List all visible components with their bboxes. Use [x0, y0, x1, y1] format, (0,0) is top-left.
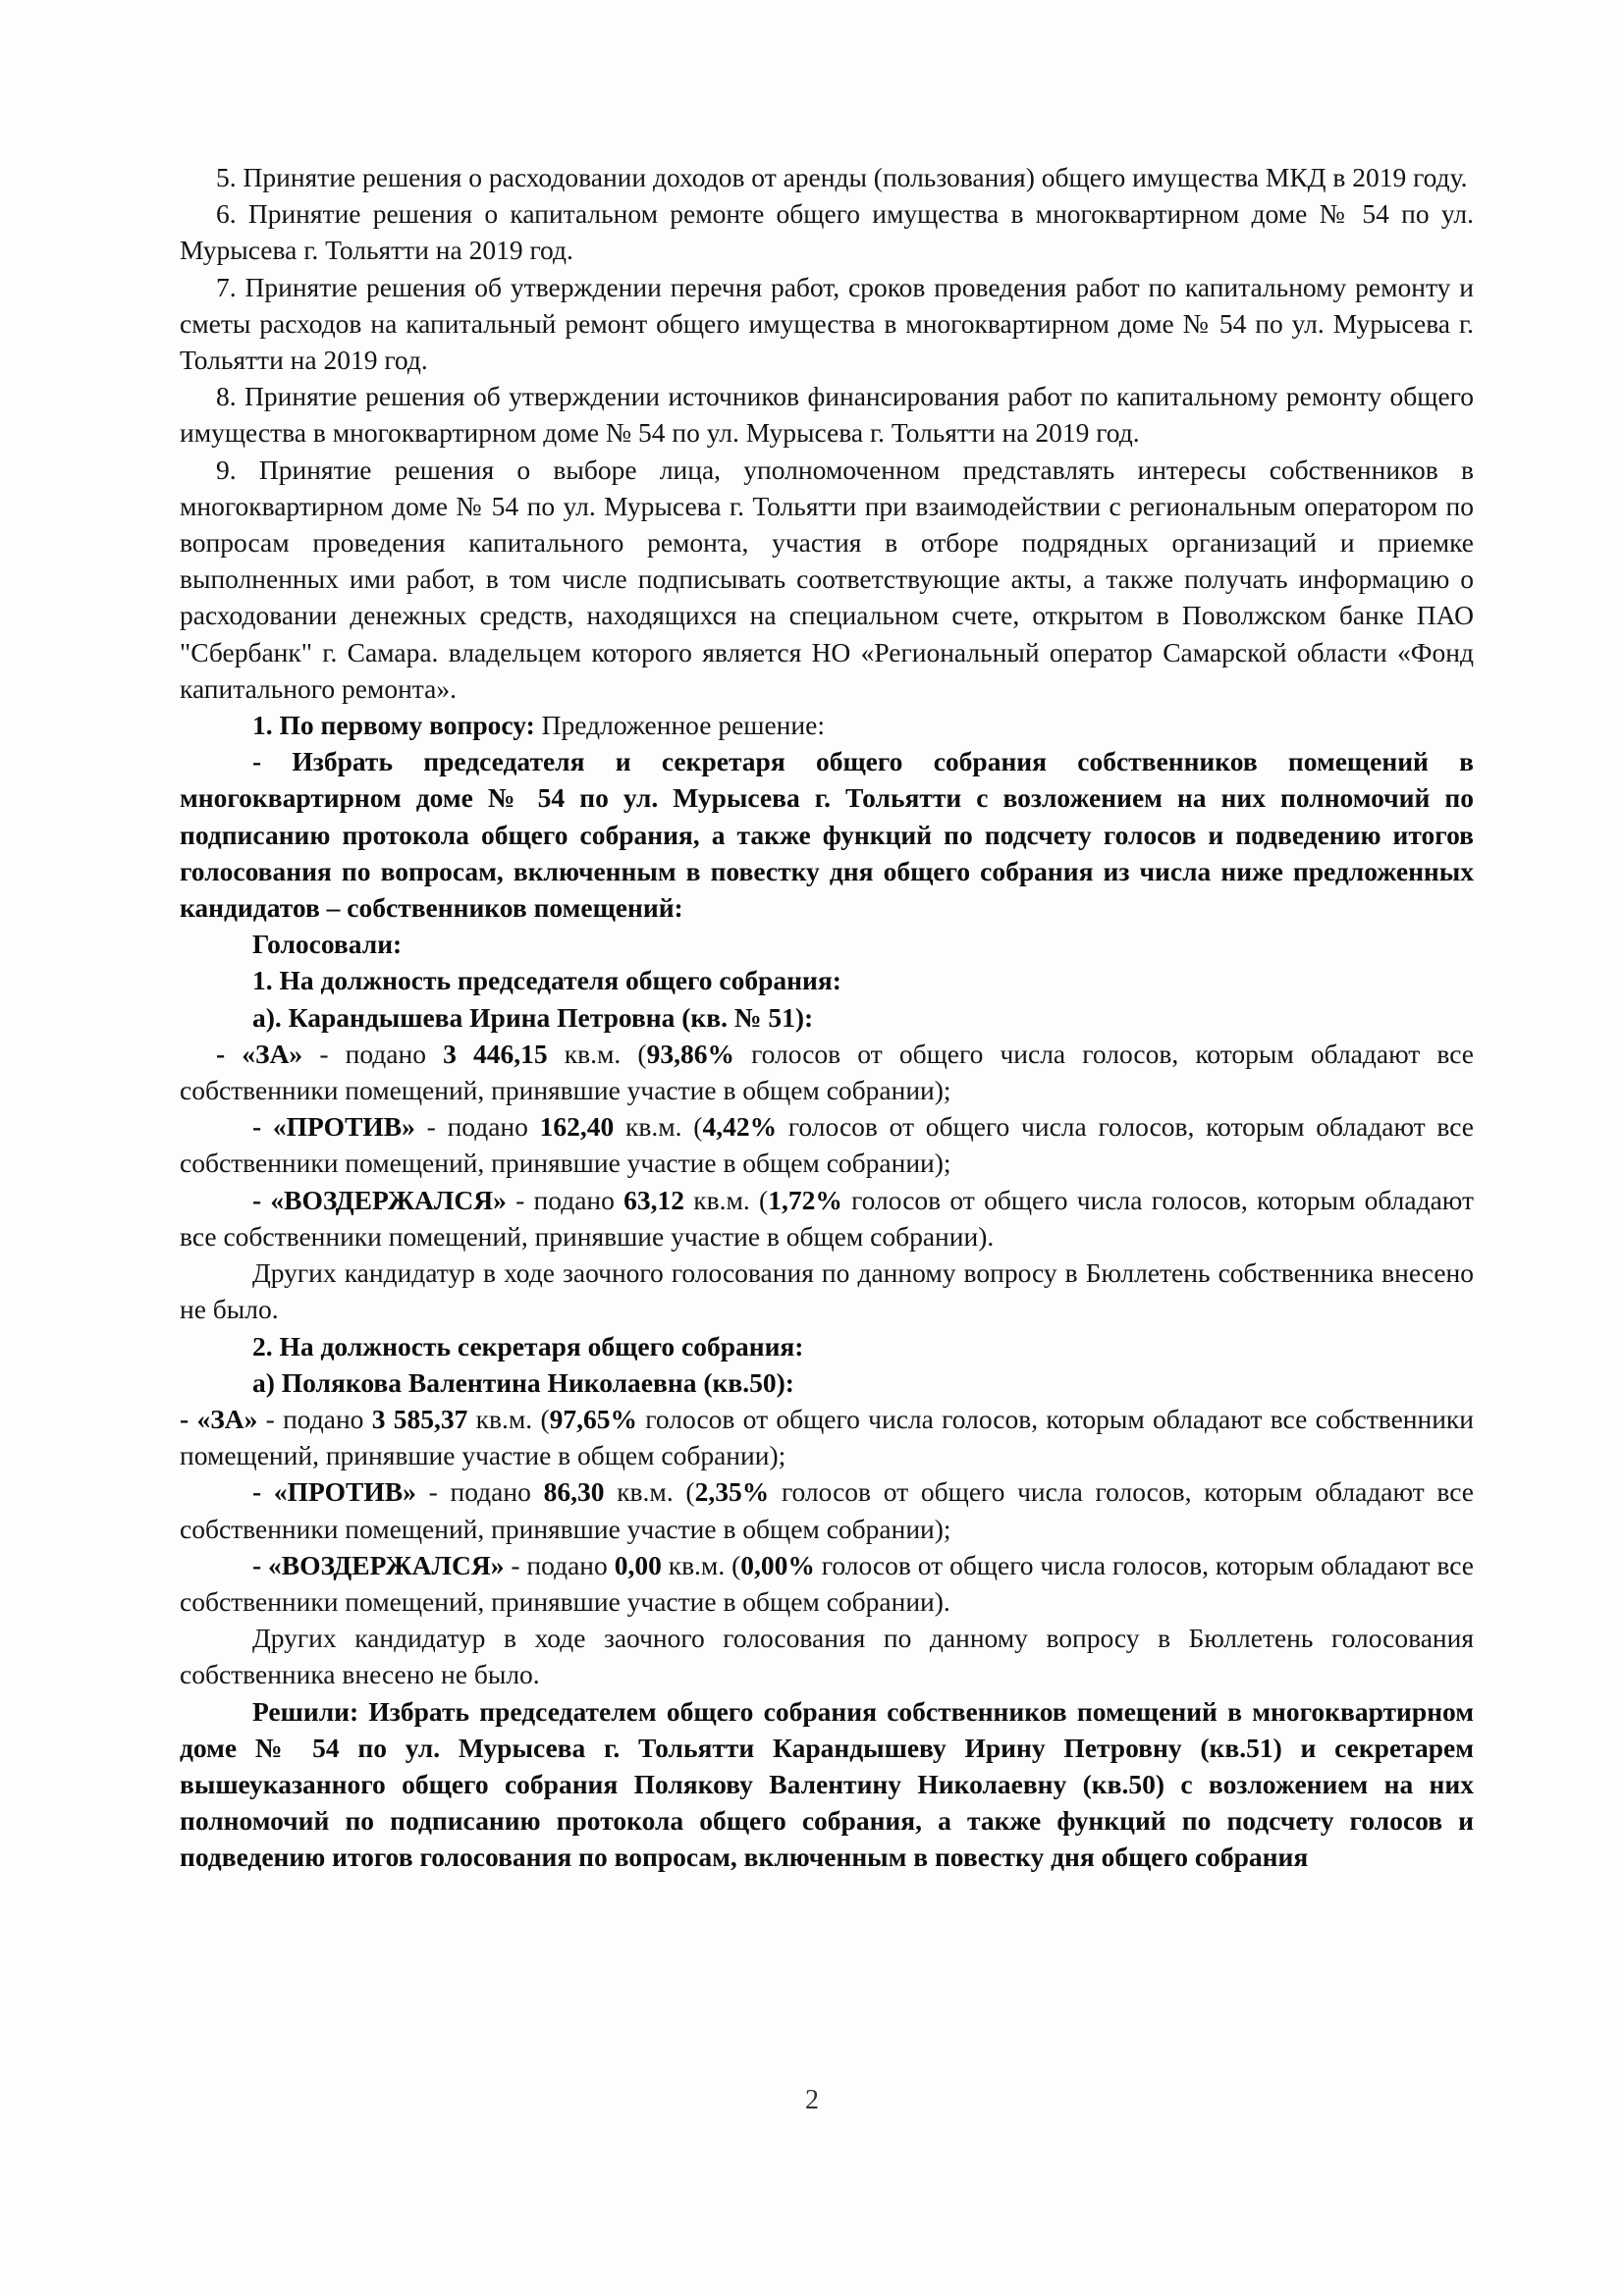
vote-unit: кв.м. ( — [614, 1111, 703, 1143]
vote-text: - подано — [415, 1476, 544, 1508]
vote-for-label: - «ЗА» — [216, 1038, 303, 1069]
agenda-item-8: 8. Принятие решения об утверждении источников финансирования работ по капитальному ремонту общего имущества в многоквартирном доме № 54 по ул. Мурысева г. Тольятти на 2019 год. — [180, 381, 1474, 449]
secretary-other-candidates: Других кандидатур в ходе заочного голосования по данному вопросу в Бюллетень голосования собственника внесено не было. — [180, 1623, 1474, 1690]
vote-text: - подано — [414, 1111, 540, 1143]
vote-text: - подано — [504, 1549, 615, 1580]
voted-heading — [180, 926, 1474, 962]
vote-abstain-label: - «ВОЗДЕРЖАЛСЯ» — [252, 1184, 507, 1215]
chair-vote-against — [180, 1108, 1474, 1181]
agenda-item-9: 9. Принятие решения о выборе лица, уполномоченном представлять интересы собственников в многоквартирном доме № 54 по ул. Мурысева г. Тольятти при взаимодействии с региональным оператором по вопросам проведения капитального ремонта, участия в отборе подрядных организаций и приемке выполненных ими работ, в том числе подписывать соответствующие акты, а также получать информацию о расходовании денежных средств, находящихся на специальном счете, открытом в Поволжском банке ПАО "Сбербанк" г. Самара. владельцем которого является НО «Региональный оператор Самарской области «Фонд капитального ремонта». — [180, 454, 1474, 704]
vote-tail: голосов от общего числа голосов, которым обладают все собственники помещений, принявшие участие в общем собрании); — [180, 1476, 1475, 1544]
vote-area: 86,30 — [543, 1476, 605, 1508]
vote-against-label: - «ПРОТИВ» — [252, 1476, 416, 1508]
chair-other-candidates: Других кандидатур в ходе заочного голосования по данному вопросу в Бюллетень собственника внесено не было. — [180, 1257, 1474, 1325]
vote-unit: кв.м. ( — [604, 1476, 695, 1508]
chair-vote-for — [180, 1036, 1474, 1108]
decision-text: Избрать председателем общего собрания собственников помещений в многоквартирном доме № 54 по ул. Мурысева г. Тольятти Карандышеву Ирину Петровну (кв.51) и секретарем вышеуказанного общего собрания Полякову Валентину Николаевну (кв.50) с возложением на них полномочий по подписанию протокола общего собрания, а также функций по подсчету голосов и подведению итогов голосования по вопросам, включенным в повестку дня общего собрания — [180, 1695, 1474, 1873]
chair-vote-abstain — [180, 1182, 1474, 1255]
vote-percent: 2,35% — [694, 1476, 770, 1508]
secretary-candidate-name: а) Полякова Валентина Николаевна (кв.50): — [252, 1366, 794, 1398]
vote-tail: голосов от общего числа голосов, которым обладают все собственники помещений, принявшие участие в общем собрании); — [180, 1111, 1474, 1179]
page-number: 2 — [805, 2085, 819, 2115]
vote-text: - подано — [302, 1038, 444, 1069]
vote-unit: кв.м. ( — [684, 1184, 769, 1215]
question-1-heading — [180, 707, 1474, 743]
vote-area: 3 585,37 — [371, 1403, 468, 1434]
question-1-subtitle: Предложенное решение: — [534, 710, 825, 741]
secretary-candidate — [180, 1364, 1474, 1401]
vote-tail: голосов от общего числа голосов, которым обладают все собственники помещений, принявшие участие в общем собрании). — [180, 1184, 1474, 1252]
chair-heading-text: 1. На должность председателя общего собрания: — [252, 965, 841, 996]
vote-tail: голосов от общего числа голосов, которым обладают все собственники помещений, принявшие участие в общем собрании); — [180, 1403, 1475, 1471]
secretary-vote-for — [180, 1401, 1474, 1473]
vote-area: 162,40 — [539, 1111, 615, 1143]
secretary-vote-abstain — [180, 1547, 1474, 1620]
vote-text: - подано — [257, 1403, 372, 1434]
vote-percent: 97,65% — [549, 1403, 638, 1434]
vote-percent: 0,00% — [740, 1549, 815, 1580]
document-body — [180, 159, 1474, 1876]
vote-text: - подано — [506, 1184, 624, 1215]
decision-paragraph — [180, 1693, 1474, 1876]
agenda-item-7: 7. Принятие решения об утверждении перечня работ, сроков проведения работ по капитальному ремонту и сметы расходов на капитальный ремонт общего имущества в многоквартирном доме № 54 по ул. Мурысева г. Тольятти на 2019 год. — [180, 271, 1474, 376]
vote-unit: кв.м. ( — [547, 1038, 647, 1069]
vote-area: 0,00 — [614, 1549, 662, 1580]
vote-area: 3 446,15 — [443, 1038, 548, 1069]
agenda-item-6: 6. Принятие решения о капитальном ремонте общего имущества в многоквартирном доме № 54 по ул. Мурысева г. Тольятти на 2019 год. — [180, 198, 1474, 266]
question-1-proposal-text: - Избрать председателя и секретаря общего собрания собственников помещений в многоквартирном доме № 54 по ул. Мурысева г. Тольятти с возложением на них полномочий по подписанию протокола общего собрания, а также функций по подсчету голосов и подведению итогов голосования по вопросам, включенным в повестку дня общего собрания из числа ниже предложенных кандидатов – собственников помещений: — [180, 746, 1474, 924]
vote-tail: голосов от общего числа голосов, которым обладают все собственники помещений, принявшие участие в общем собрании); — [180, 1038, 1474, 1106]
agenda-item-5: 5. Принятие решения о расходовании доходов от аренды (пользования) общего имущества МКД в 2019 году. — [216, 162, 1468, 192]
secretary-vote-against — [180, 1473, 1474, 1546]
vote-percent: 4,42% — [702, 1111, 778, 1143]
voted-label: Голосовали: — [252, 929, 403, 960]
vote-percent: 1,72% — [768, 1184, 842, 1215]
question-1-proposal — [180, 743, 1474, 926]
vote-unit: кв.м. ( — [467, 1403, 550, 1434]
vote-tail: голосов от общего числа голосов, которым обладают все собственники помещений, принявшие участие в общем собрании). — [180, 1549, 1474, 1617]
chair-heading — [180, 962, 1474, 998]
vote-abstain-label: - «ВОЗДЕРЖАЛСЯ» — [252, 1549, 505, 1580]
question-1-title: 1. По первому вопросу: — [252, 710, 535, 741]
chair-candidate — [180, 999, 1474, 1036]
vote-for-label: - «ЗА» — [180, 1403, 258, 1434]
chair-candidate-name: а). Карандышева Ирина Петровна (кв. № 51): — [252, 1001, 814, 1033]
vote-against-label: - «ПРОТИВ» — [252, 1111, 415, 1143]
decision-label: Решили: — [252, 1695, 359, 1727]
secretary-heading — [180, 1328, 1474, 1364]
vote-area: 63,12 — [623, 1184, 684, 1215]
vote-unit: кв.м. ( — [661, 1549, 741, 1580]
vote-percent: 93,86% — [646, 1038, 734, 1069]
secretary-heading-text: 2. На должность секретаря общего собрания: — [252, 1330, 804, 1362]
